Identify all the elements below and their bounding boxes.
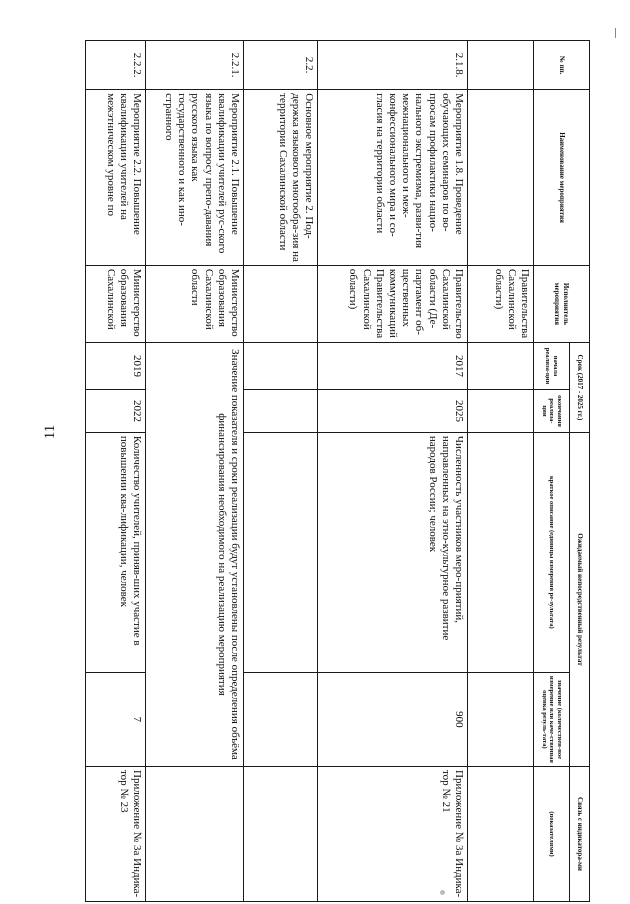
header-link: Связь с индикатора-ми [570,767,590,902]
cell-value [468,672,534,766]
scan-dot [440,890,445,895]
header-name: Наименование мероприятия [534,90,590,266]
cell-desc: Численность участников меро-приятий, направленных на этно-культурное развитие народов России; человек [318,432,468,672]
cell-value: 900 [318,672,468,766]
header-term-start: начала реализа-ции [534,342,570,389]
header-num: № пп. [534,41,590,90]
cell-end: 2025 [318,390,468,433]
cell-link: Приложение № 3а Индика-тор № 21 [318,767,468,902]
cell-name: Мероприятие 2.1. Повышение квалификации учителей рус-ского языка по вопросу препо-давания русского языка как государственного и как ино-странного [146,90,244,266]
header-link-sub: (показателями) [534,767,570,902]
table-row [86,41,146,902]
cell-end [468,390,534,433]
cell-executor: Министерство образования Сахалинской области [146,265,244,342]
cell-start [244,342,318,389]
cell-executor: Правительство Сахалинской области (Де-партамент об-щественных коммуникаций Правительства Сахалинской области) [318,265,468,342]
cell-name: Мероприятие 2.2. Повышение квалификации учителей на межэтническом уровне по [86,90,146,266]
header-row-1 [570,41,590,902]
scan-mark [612,28,622,38]
table-row [244,41,318,902]
cell-end [244,390,318,433]
cell-start [468,342,534,389]
cell-num: 2.1.8. [318,41,468,90]
cell-end: 2022 [86,390,146,433]
cell-value: 7 [86,672,146,766]
header-expected: Ожидаемый непосредственный результат [570,432,590,766]
cell-link [244,767,318,902]
cell-name [468,90,534,266]
cell-link [146,767,244,902]
cell-desc: Количество учителей, приняв-ших участие в повышении ква-лификации, человек [86,432,146,672]
header-term-end: окончания реализа-ции [534,390,570,433]
header-term: Срок (2017 - 2025 гг.) [570,342,590,432]
cell-desc [468,432,534,672]
cell-link [468,767,534,902]
cell-name: Основное мероприятие 2. Под-держка языкового многообра-зия на территории Сахалинской области [244,90,318,266]
header-expected-desc: краткое описание (единицы измерения ре-зультата) [534,432,570,672]
cell-start: 2017 [318,342,468,389]
program-table [85,40,590,902]
cell-name: Мероприятие 1.8. Проведение обучающих семинаров по во-просам профилактики нацио-нального экстремизма, разви-тия межнационального и меж-конфессионального мира и со-гласия на территории области [318,90,468,266]
cell-executor [244,265,318,342]
table-row [146,41,244,902]
table-row [318,41,468,902]
cell-desc [244,432,318,672]
cell-start: 2019 [86,342,146,389]
header-executor: Исполнитель мероприятия [534,265,590,342]
cell-value [244,672,318,766]
cell-executor: Правительства Сахалинской области) [468,265,534,342]
cell-num: 2.2.2. [86,41,146,90]
page-number: 11 [42,424,58,440]
cell-num [468,41,534,90]
cell-merged-note: Значение показателя и сроки реализации будут установлены после определения объёма финансирования необходимого на реализацию мероприятия [146,342,244,766]
cell-num: 2.2. [244,41,318,90]
header-expected-value: значение (количествен-ное измерение или каче-ственная оценка резуль-тата) [534,672,570,766]
rotated-sheet [104,40,590,904]
cell-link: Приложение № 3а Индика-тор № 23 [86,767,146,902]
cell-num: 2.2.1. [146,41,244,90]
cell-executor: Министерство образования Сахалинской [86,265,146,342]
table-row [468,41,534,902]
